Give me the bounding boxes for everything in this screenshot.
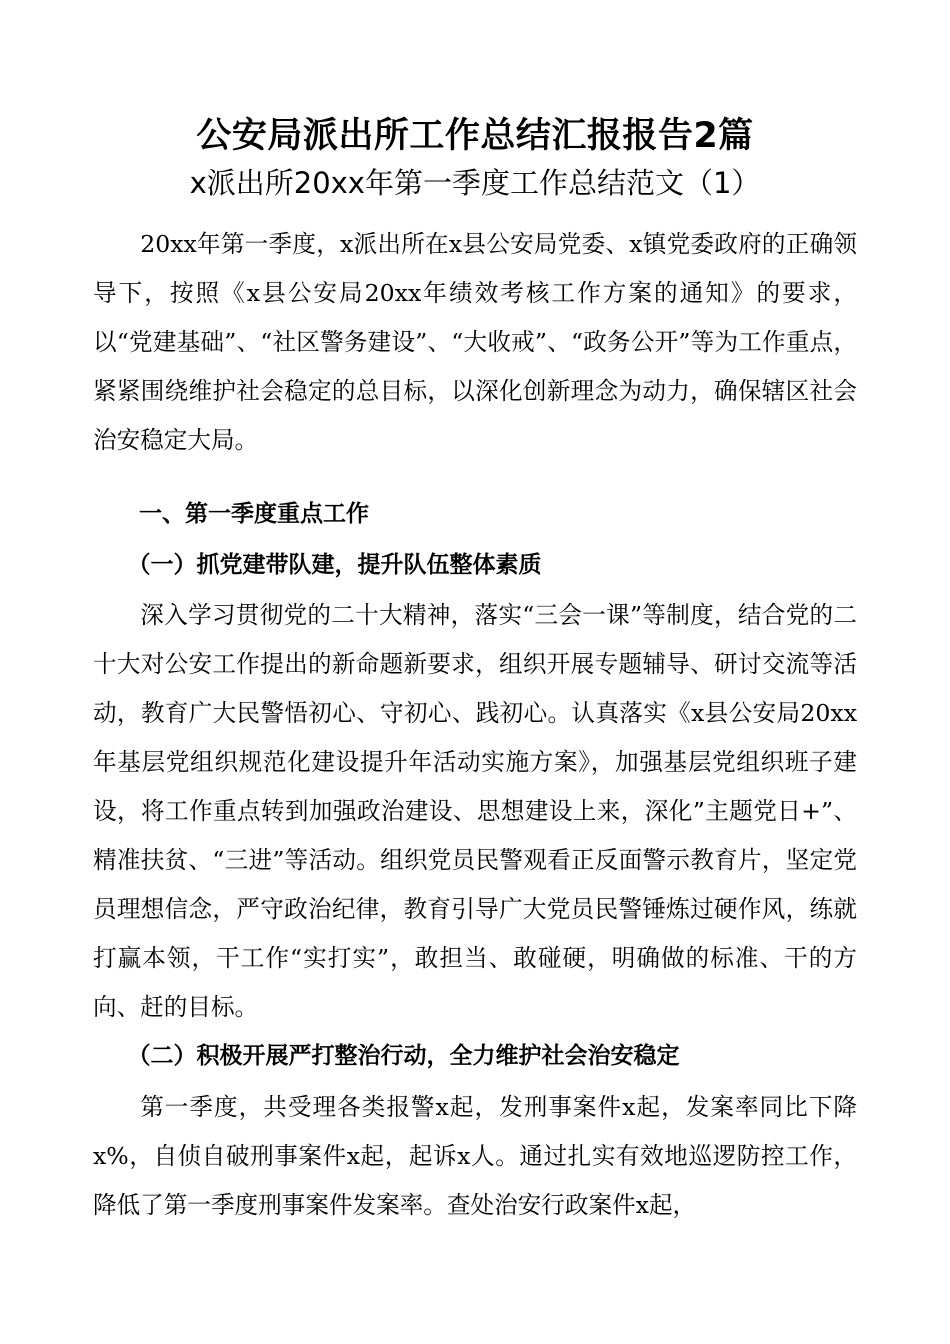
- section-heading: 一、第一季度重点工作: [139, 501, 369, 527]
- subsection-heading: （一）抓党建带队建，提升队伍整体素质: [127, 552, 542, 578]
- document-title: 公安局派出所工作总结汇报报告2篇: [196, 116, 754, 156]
- subsection-heading: （二）积极开展严打整治行动，全力维护社会治安稳定: [127, 1043, 680, 1069]
- intro-paragraph-block: [93, 220, 857, 465]
- intro-paragraph: 20xx年第一季度，x派出所在x县公安局党委、x镇党委政府的正确领导下，按照《x县公安局20xx年绩效考核工作方案的通知》的要求，以“党建基础”、“社区警务建设”、“大收戒”、“政务公开”等为工作重点，紧紧围绕维护社会稳定的总目标，以深化创新理念为动力，确保辖区社会治安稳定大局。: [93, 230, 857, 454]
- subsection-paragraph: 深入学习贯彻党的二十大精神，落实“三会一课”等制度，结合党的二十大对公安工作提出的新命题新要求，组织开展专题辅导、研讨交流等活动，教育广大民警悟初心、守初心、践初心。认真落实《x县公安局20xx年基层党组织规范化建设提升年活动实施方案》，加强基层党组织班子建设，将工作重点转到加强政治建设、思想建设上来，深化”主题党日+”、精准扶贫、“三进”等活动。组织党员民警观看正反面警示教育片，坚定党员理想信念，严守政治纪律，教育引导广大党员民警锤炼过硬作风，练就打赢本领，干工作“实打实”，敢担当、敢碰硬，明确做的标准、干的方向、赶的目标。: [93, 601, 857, 1021]
- subsection-paragraph-block: [93, 591, 857, 1032]
- subsection-paragraph: 第一季度，共受理各类报警x起，发刑事案件x起，发案率同比下降x%，自侦自破刑事案件x起，起诉x人。通过扎实有效地巡逻防控工作，降低了第一季度刑事案件发案率。查处治安行政案件x起，: [93, 1093, 857, 1219]
- subsection-paragraph-block: [93, 1083, 857, 1230]
- document-subtitle: x派出所20xx年第一季度工作总结范文（1）: [189, 166, 761, 200]
